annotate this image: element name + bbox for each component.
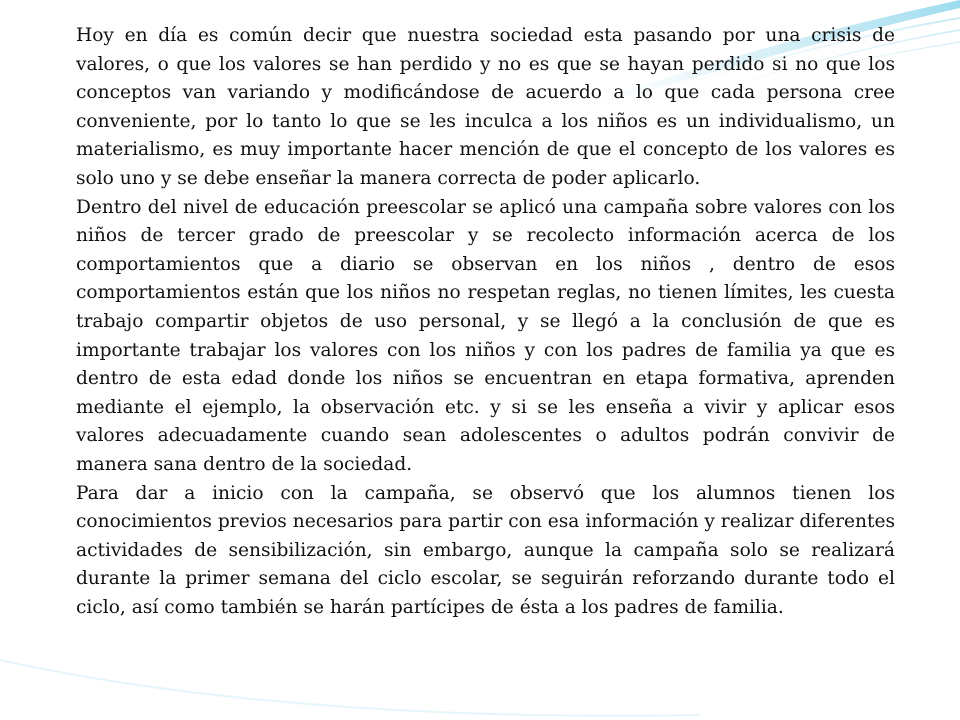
paragraph-2: Dentro del nivel de educación preescolar se aplicó una campaña sobre valores con los niños de tercer grado de preescolar y se recolecto información acerca de los comportamientos que a diario se observan en los niños , dentro de esos comportamientos están que los niños no respetan reglas, no tienen límites, les cuesta trabajo compartir objetos de uso personal, y se llegó a la conclusión de que es importante trabajar los valores con los niños y con los padres de familia ya que es dentro de esta edad donde los niños se encuentran en etapa formativa, aprenden mediante el ejemplo, la observación etc. y si se les enseña a vivir y aplicar esos valores adecuadamente cuando sean adolescentes o adultos podrán convivir de manera sana dentro de la sociedad. (76, 196, 895, 475)
paragraph-1: Hoy en día es común decir que nuestra sociedad esta pasando por una crisis de valores, o que los valores se han perdido y no es que se hayan perdido si no que los conceptos van variando y modificándose de acuerdo a lo que cada persona cree conveniente, por lo tanto lo que se les inculca a los niños es un individualismo, un materialismo, es muy importante hacer mención de que el concepto de los valores es solo uno y se debe enseñar la manera correcta de poder aplicarlo. (76, 25, 895, 189)
body-text (76, 22, 895, 622)
paragraph-3: Para dar a inicio con la campaña, se observó que los alumnos tienen los conocimientos previos necesarios para partir con esa información y realizar diferentes actividades de sensibilización, sin embargo, aunque la campaña solo se realizará durante la primer semana del ciclo escolar, se seguirán reforzando durante todo el ciclo, así como también se harán partícipes de ésta a los padres de familia. (76, 482, 895, 618)
